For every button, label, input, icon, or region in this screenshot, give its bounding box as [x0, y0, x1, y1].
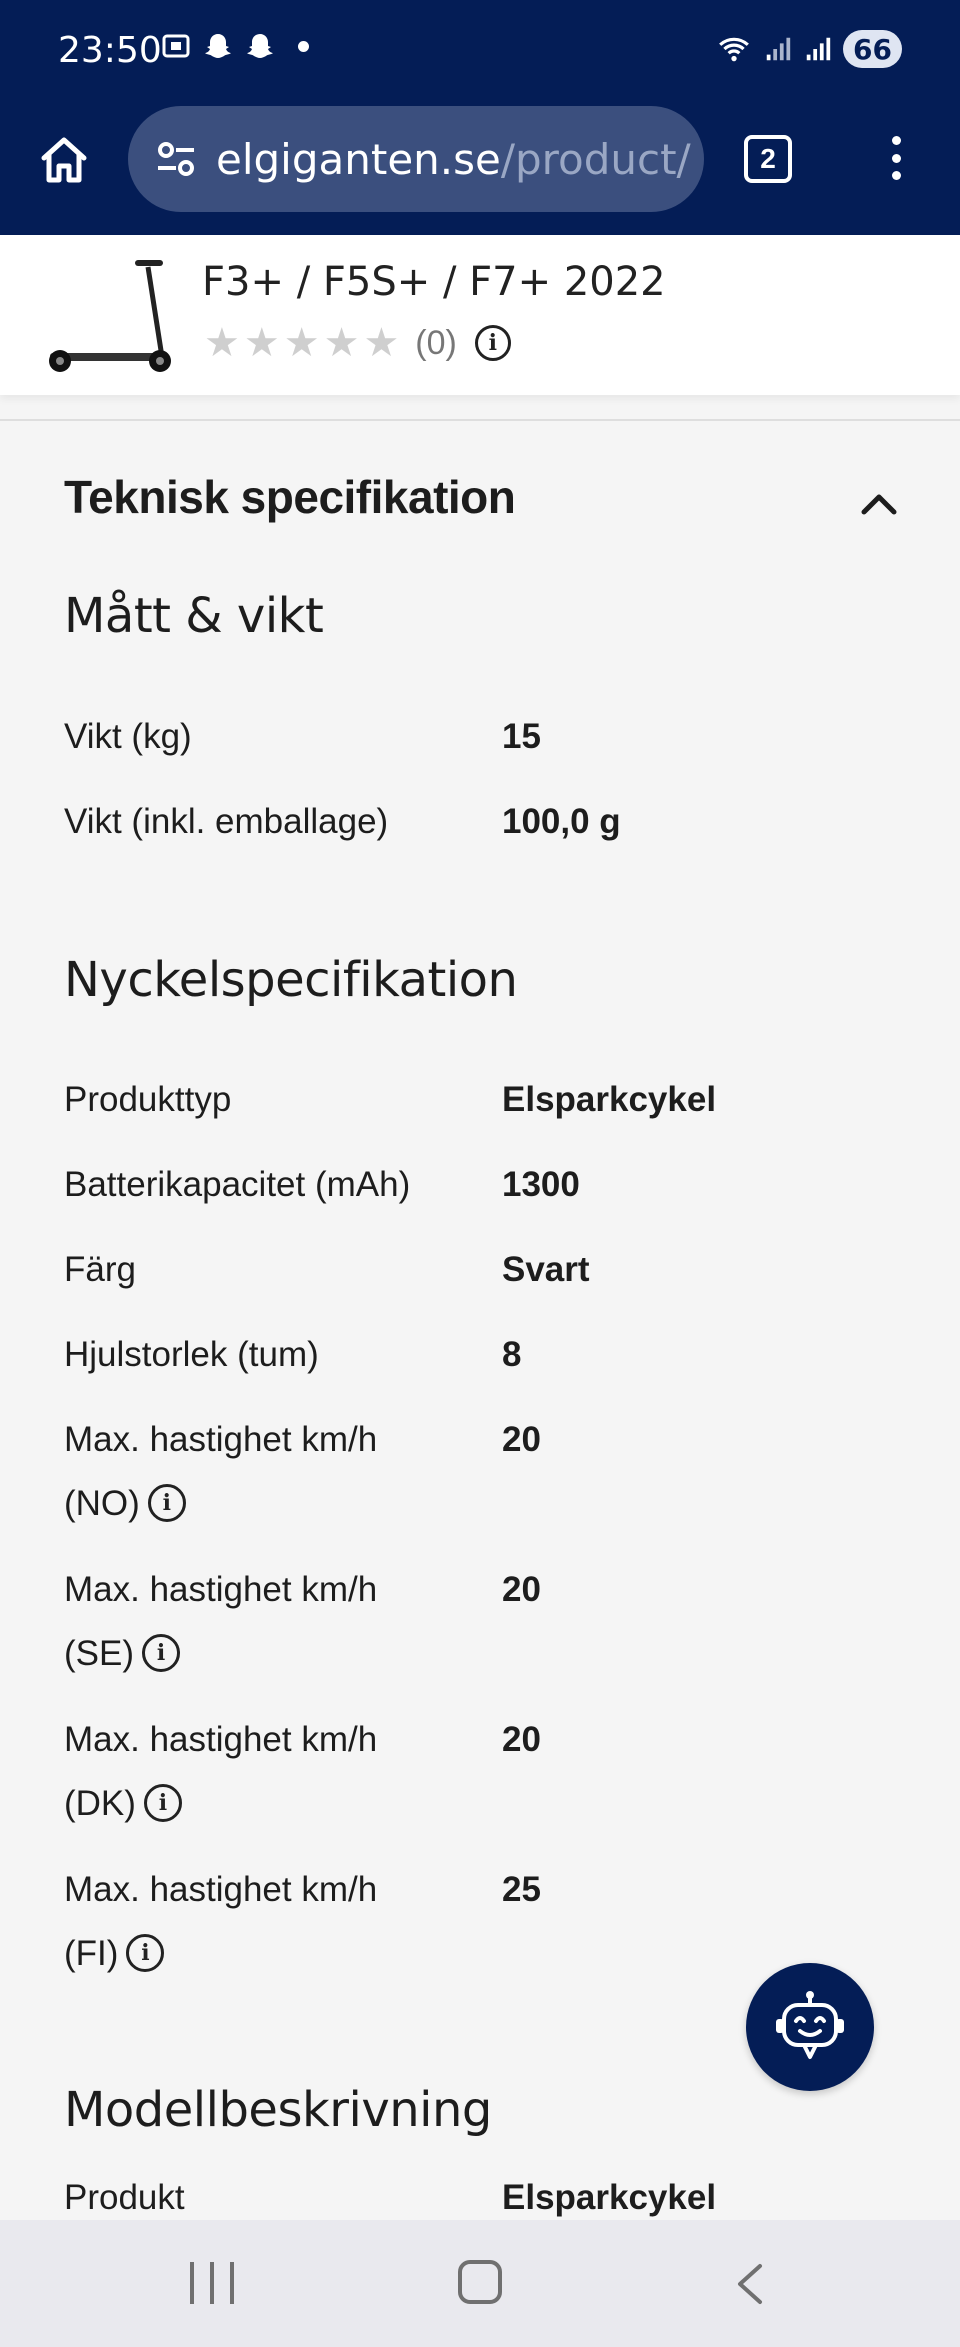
spec-label: Hjulstorlek (tum)	[64, 1335, 319, 1374]
spec-value: 15	[502, 717, 541, 756]
spec-label-line2: (DK)	[64, 1784, 136, 1823]
star-icon: ★	[243, 321, 280, 365]
spec-label	[64, 1558, 464, 1686]
chevron-up-icon[interactable]	[858, 484, 900, 526]
signal-icon	[803, 33, 833, 65]
spec-row	[64, 2178, 904, 2220]
spec-value: Elsparkcykel	[502, 1080, 717, 1119]
spec-label: Produkt	[64, 2178, 185, 2217]
info-icon[interactable]: i	[475, 325, 511, 361]
star-icon: ★	[363, 321, 400, 365]
spec-label-line1: Max. hastighet km/h	[64, 1720, 378, 1759]
status-time: 23:50	[58, 30, 162, 71]
spec-value: Svart	[502, 1250, 590, 1289]
url-host: elgiganten.se	[216, 134, 501, 184]
group-title-key-specs: Nyckelspecifikation	[64, 952, 518, 1008]
spec-label	[64, 1858, 464, 1986]
spec-value: 100,0 g	[502, 802, 621, 841]
url-bar[interactable]	[128, 106, 704, 212]
back-icon[interactable]	[734, 2262, 766, 2306]
notification-icons	[160, 30, 309, 62]
spec-label-line1: Max. hastighet km/h	[64, 1570, 378, 1609]
spec-value: 20	[502, 1570, 541, 1609]
site-settings-icon[interactable]	[154, 137, 198, 181]
spec-label: Färg	[64, 1250, 136, 1289]
info-icon[interactable]: i	[126, 1934, 164, 1972]
spec-label-line1: Max. hastighet km/h	[64, 1870, 378, 1909]
spec-label: Batterikapacitet (mAh)	[64, 1165, 411, 1204]
wifi-icon	[715, 32, 753, 66]
divider	[0, 419, 960, 421]
info-icon[interactable]: i	[144, 1784, 182, 1822]
more-menu-icon[interactable]	[880, 130, 912, 186]
product-title: F3+ / F5S+ / F7+ 2022	[202, 259, 666, 305]
system-icons	[715, 30, 902, 68]
rating-count: (0)	[415, 323, 457, 362]
star-icon: ★	[204, 321, 240, 365]
battery-indicator: 66	[843, 30, 902, 68]
url-text	[216, 135, 691, 184]
home-nav-icon[interactable]	[458, 2260, 502, 2304]
spec-label	[64, 1708, 464, 1836]
group-title-model-description: Modellbeskrivning	[64, 2082, 492, 2138]
signal-icon	[763, 33, 793, 65]
tab-switcher-button[interactable]: 2	[744, 135, 792, 183]
chat-assistant-button[interactable]	[746, 1963, 874, 2091]
spec-label: Produkttyp	[64, 1080, 232, 1119]
group-title-dimensions: Mått & vikt	[64, 588, 324, 644]
url-path: /product/	[500, 134, 691, 184]
spec-value: 8	[502, 1335, 522, 1374]
spec-label	[64, 1408, 464, 1536]
rating[interactable]	[204, 323, 511, 363]
spec-label-line2: (FI)	[64, 1934, 119, 1973]
star-icon: ★	[283, 321, 320, 365]
screenshot-icon	[160, 30, 192, 62]
spec-label-line1: Max. hastighet km/h	[64, 1420, 378, 1459]
spec-value: 1300	[502, 1165, 580, 1204]
info-icon[interactable]: i	[148, 1484, 186, 1522]
dot-icon	[298, 41, 309, 52]
home-icon[interactable]	[36, 132, 92, 188]
status-bar	[0, 0, 960, 100]
spec-value: Elsparkcykel	[502, 2178, 717, 2217]
scooter-thumbnail[interactable]	[40, 249, 180, 379]
browser-chrome	[0, 0, 960, 235]
snapchat-icon	[202, 30, 234, 62]
recent-apps-icon[interactable]	[190, 2262, 234, 2306]
spec-label-line2: (SE)	[64, 1634, 134, 1673]
spec-value: 25	[502, 1870, 541, 1909]
spec-value: 20	[502, 1720, 541, 1759]
info-icon[interactable]: i	[142, 1634, 180, 1672]
spec-label-line2: (NO)	[64, 1484, 140, 1523]
snapchat-icon	[244, 30, 276, 62]
star-icon: ★	[323, 321, 360, 365]
spec-label: Vikt (inkl. emballage)	[64, 802, 389, 841]
product-header	[0, 235, 960, 395]
spec-label: Vikt (kg)	[64, 717, 192, 756]
system-navigation-bar	[0, 2220, 960, 2347]
spec-value: 20	[502, 1420, 541, 1459]
robot-icon	[770, 1987, 850, 2067]
spec-section-title[interactable]: Teknisk specifikation	[64, 471, 516, 523]
